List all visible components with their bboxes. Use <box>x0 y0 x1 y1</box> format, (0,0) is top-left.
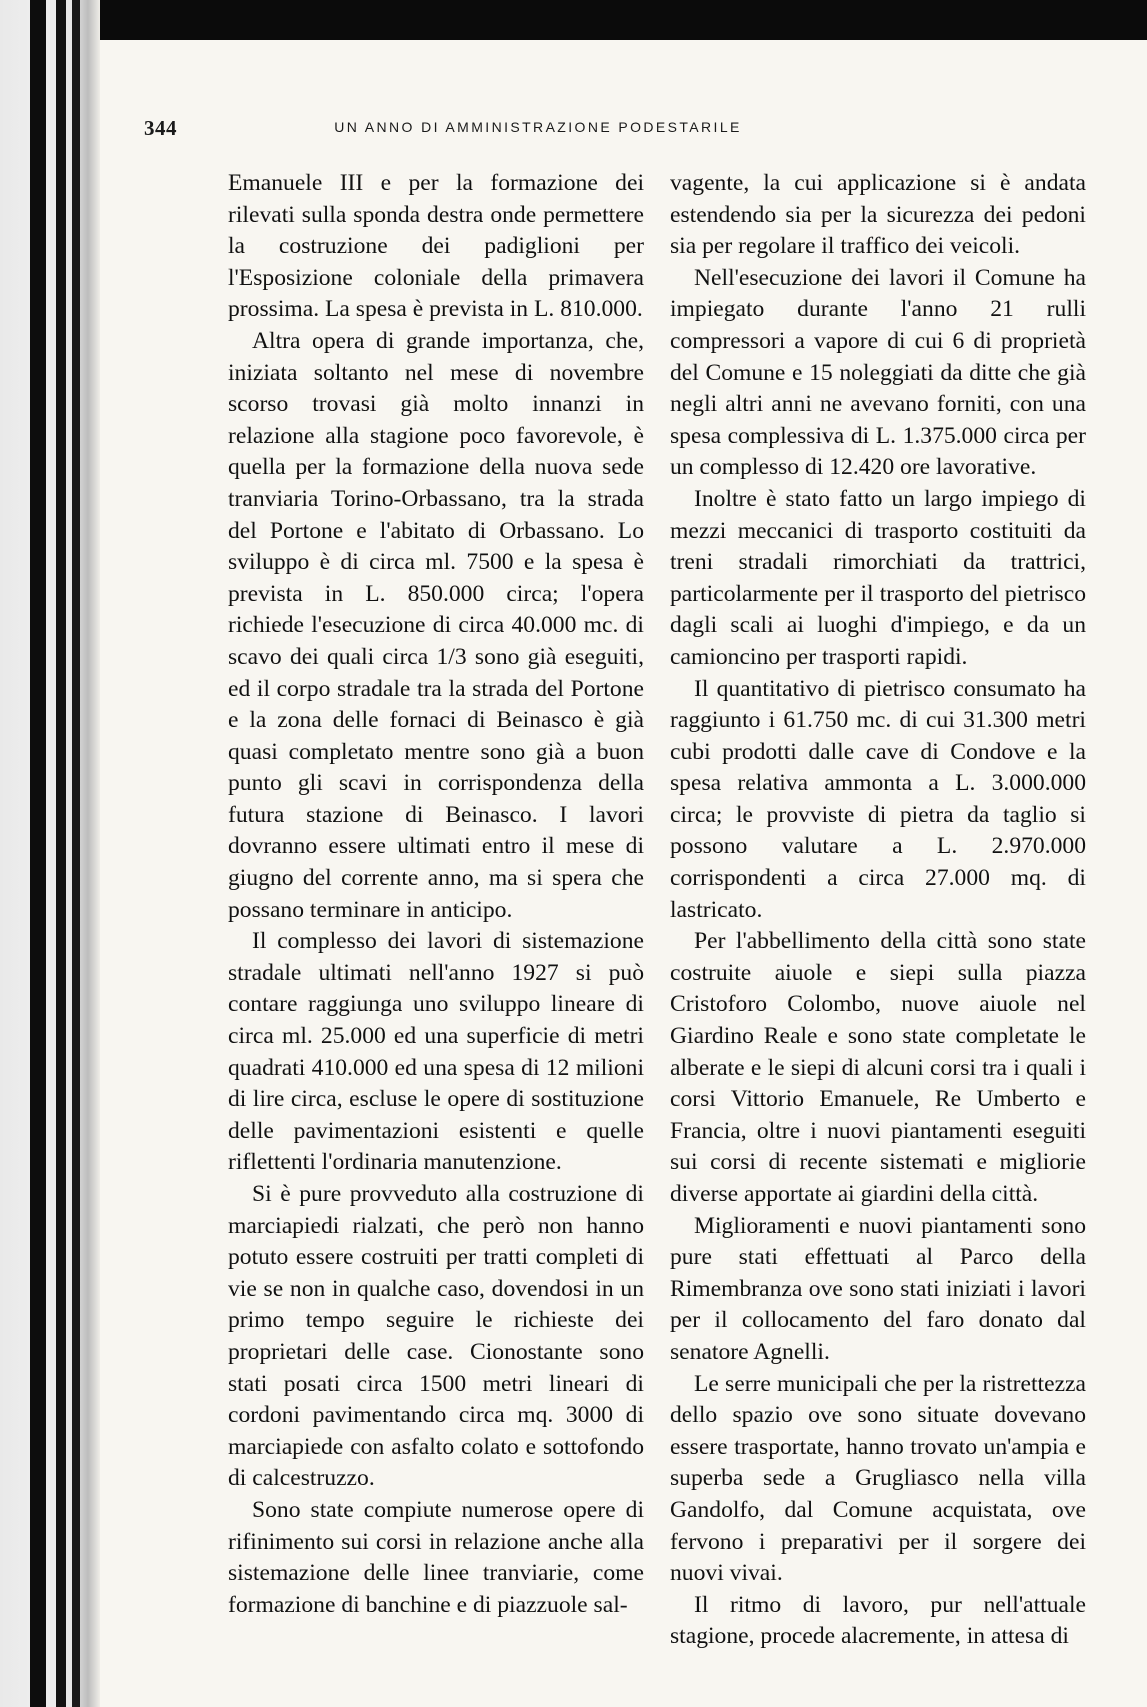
paragraph: Sono state compiute numerose opere di rifinimento sui corsi in relazione anche alla sistemazione delle linee tranviarie, come formazione di banchine e di piazzuole sal- <box>228 1496 644 1618</box>
left-text-column <box>228 168 644 1621</box>
paragraph: Le serre municipali che per la ristrettezza dello spazio ove sono situate dovevano essere trasportate, hanno trovato un'ampia e superba sede a Grugliasco nella villa Gandolfo, dal Comune acquistata, ove fervono i preparativi per il sorgere dei nuovi vivai. <box>670 1370 1086 1587</box>
right-text-column <box>670 168 1086 1653</box>
scan-top-border <box>0 0 1147 40</box>
running-title: UN ANNO DI AMMINISTRAZIONE PODESTARILE <box>334 119 742 135</box>
paragraph: Nell'esecuzione dei lavori il Comune ha impiegato durante l'anno 21 rulli compressori a vapore di cui 6 di proprietà del Comune e 15 noleggiati da ditte che già negli altri anni ne avevano forniti, con una spesa complessiva di L. 1.375.000 circa per un complesso di 12.420 ore lavorative. <box>670 264 1086 481</box>
paragraph: Il complesso dei lavori di sistemazione stradale ultimati nell'anno 1927 si può contare raggiunga uno sviluppo lineare di circa ml. 25.000 ed una superficie di metri quadrati 410.000 ed una spesa di 12 milioni di lire circa, escluse le opere di sostituzione delle pavimentazioni esistenti e quelle riflettenti l'ordinaria manutenzione. <box>228 928 644 1176</box>
paragraph: Miglioramenti e nuovi piantamenti sono pure stati effettuati al Parco della Rimembranza ove sono stati iniziati i lavori per il collocamento del faro donato dal senatore Agnelli. <box>670 1212 1086 1365</box>
running-header <box>144 116 932 140</box>
paragraph: Il quantitativo di pietrisco consumato ha raggiunto i 61.750 mc. di cui 31.300 metri cubi prodotti dalle cave di Condove e la spesa relativa ammonta a L. 3.000.000 circa; le provviste di pietra da taglio si possono valutare a L. 2.970.000 corrispondenti a circa 27.000 mq. di lastricato. <box>670 675 1086 923</box>
paragraph: Emanuele III e per la formazione dei rilevati sulla sponda destra onde permettere la costruzione dei padiglioni per l'Esposizione coloniale della primavera prossima. La spesa è prevista in L. 810.000. <box>228 170 644 323</box>
scan-binding-edge <box>0 0 100 1707</box>
paragraph: Si è pure provveduto alla costruzione di marciapiedi rialzati, che però non hanno potuto essere costruiti per tratti completi di vie se non in qualche caso, dovendosi in un primo tempo seguire le richieste dei proprietari delle case. Cionostante sono stati posati circa 1500 metri lineari di cordoni pavimentando circa mq. 3000 di marciapiede con asfalto colato e sottofondo di calcestruzzo. <box>228 1181 644 1492</box>
page-number: 344 <box>144 116 177 140</box>
paragraph: Inoltre è stato fatto un largo impiego di mezzi meccanici di trasporto costituiti da treni stradali rimorchiati da trattrici, particolarmente per il trasporto del pietrisco dagli scali ai luoghi d'impiego, e da un camioncino per trasporti rapidi. <box>670 485 1086 670</box>
paragraph: Altra opera di grande importanza, che, iniziata soltanto nel mese di novembre scorso trovasi già molto innanzi in relazione alla stagione poco favorevole, è quella per la formazione della nuova sede tranviaria Torino-Orbassano, tra la strada del Portone e l'abitato di Orbassano. Lo sviluppo è di circa ml. 7500 e la spesa è prevista in L. 850.000 circa; l'opera richiede l'esecuzione di circa 40.000 mc. di scavo dei quali circa 1/3 sono già eseguiti, ed il corpo stradale tra la strada del Portone e la zona delle fornaci di Beinasco è già quasi completato mentre sono già a buon punto gli scavi in corrispondenza della futura stazione di Beinasco. I lavori dovranno essere ultimati entro il mese di giugno del corrente anno, ma si spera che possano terminare in anticipo. <box>228 327 644 923</box>
paragraph: Per l'abbellimento della città sono state costruite aiuole e siepi sulla piazza Cristoforo Colombo, nuove aiuole nel Giardino Reale e sono state completate le alberate e le siepi di alcuni corsi tra i quali i corsi Vittorio Emanuele, Re Umberto e Francia, oltre i nuovi piantamenti eseguiti sui corsi di recente sistemati e migliorie diverse apportate ai giardini della città. <box>670 928 1086 1207</box>
paragraph: Il ritmo di lavoro, pur nell'attuale stagione, procede alacremente, in attesa di <box>670 1591 1086 1650</box>
paragraph: vagente, la cui applicazione si è andata estendendo sia per la sicurezza dei pedoni sia per regolare il traffico dei veicoli. <box>670 170 1086 260</box>
